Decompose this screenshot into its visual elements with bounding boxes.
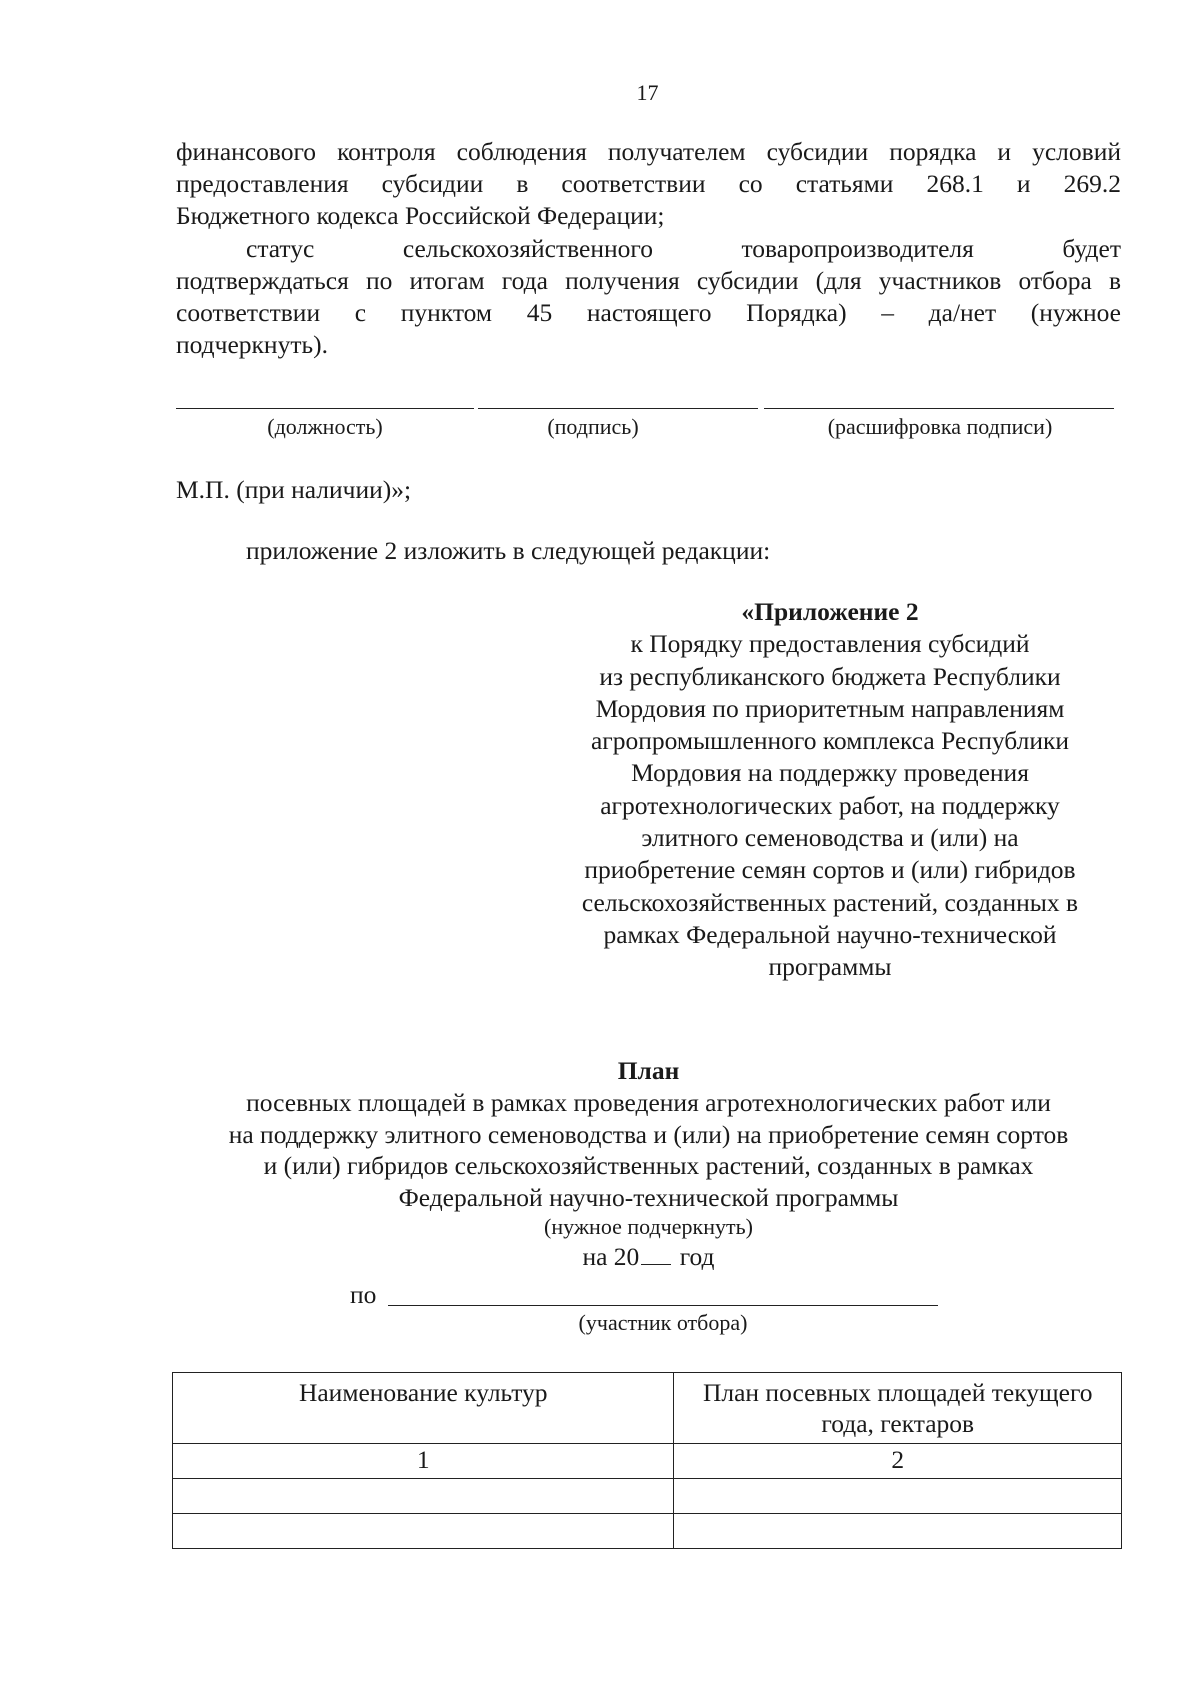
table-header-row — [173, 1373, 1122, 1444]
text-line: предоставления субсидии в соответствии со статьями 268.1 и 269.2 — [176, 169, 1121, 198]
paragraph-financial-control — [176, 136, 1121, 232]
year-suffix: год — [679, 1242, 715, 1271]
text-line: статус сельскохозяйственного товаропроизводителя будет — [246, 234, 1121, 263]
table-column-number: 2 — [674, 1444, 1122, 1479]
text-line: Бюджетного кодекса Российской Федерации; — [176, 201, 665, 230]
page-number: 17 — [636, 80, 659, 105]
table-cell-empty[interactable] — [173, 1479, 674, 1514]
signature-label-position: (должность) — [267, 414, 383, 439]
appendix-line: приобретение семян сортов и (или) гибридов — [584, 855, 1076, 885]
text-line: подтверждаться по итогам года получения субсидии (для участников отбора в — [176, 266, 1121, 295]
appendix-line: программы — [768, 952, 892, 982]
text-line: соответствии с пунктом 45 настоящего Порядка) – да/нет (нужное — [176, 298, 1121, 327]
year-prefix: на 20 — [582, 1242, 640, 1271]
plan-year — [176, 1241, 1121, 1273]
participant-label: (участник отбора) — [578, 1310, 748, 1335]
signature-line-signature — [478, 408, 758, 409]
plan-description-line: на поддержку элитного семеноводства и (или) на приобретение семян сортов — [228, 1119, 1069, 1149]
signature-line-decode — [764, 408, 1114, 409]
appendix-line: агропромышленного комплекса Республики — [590, 726, 1070, 756]
appendix-line: агротехнологических работ, на поддержку — [600, 790, 1060, 820]
signature-line-position — [176, 408, 474, 409]
appendix-line: элитного семеноводства и (или) на — [641, 823, 1019, 853]
participant-blank-field[interactable] — [388, 1305, 938, 1306]
stamp-line: М.П. (при наличии)»; — [176, 475, 412, 504]
instruction-text: приложение 2 изложить в следующей редакции: — [246, 536, 771, 565]
table-number-row — [173, 1444, 1122, 1479]
appendix-title: «Приложение 2 — [741, 597, 919, 626]
appendix-line: сельскохозяйственных растений, созданных в — [581, 887, 1079, 917]
plan-title: План — [617, 1056, 680, 1085]
plan-note: (нужное подчеркнуть) — [544, 1214, 753, 1239]
appendix-line: к Порядку предоставления субсидий — [630, 629, 1030, 659]
table-header-planned-area: План посевных площадей текущего года, гектаров — [674, 1373, 1122, 1444]
plan-description-line: и (или) гибридов сельскохозяйственных растений, созданных в рамках — [263, 1151, 1034, 1180]
text-line: подчеркнуть). — [176, 330, 328, 359]
text-line: финансового контроля соблюдения получателем субсидии порядка и условий — [176, 137, 1121, 166]
appendix-line: рамках Федеральной научно-технической — [603, 919, 1057, 949]
signature-label-signature: (подпись) — [547, 414, 639, 439]
table-cell-empty[interactable] — [173, 1514, 674, 1549]
plan-table — [172, 1372, 1122, 1549]
plan-heading-block — [176, 1055, 1121, 1273]
signature-label-decode: (расшифровка подписи) — [827, 414, 1053, 439]
appendix-line: Мордовия по приоритетным направлениям — [595, 693, 1065, 723]
po-label: по — [350, 1280, 377, 1309]
year-blank-field[interactable] — [641, 1242, 671, 1265]
appendix-header — [540, 596, 1120, 984]
appendix-line: из республиканского бюджета Республики — [599, 661, 1061, 691]
table-cell-empty[interactable] — [674, 1514, 1122, 1549]
appendix-line: Мордовия на поддержку проведения — [631, 758, 1029, 788]
plan-description-line: посевных площадей в рамках проведения агротехнологических работ или — [246, 1088, 1051, 1117]
table-cell-empty[interactable] — [674, 1479, 1122, 1514]
plan-description-line: Федеральной научно-технической программы — [398, 1182, 899, 1212]
table-header-crops: Наименование культур — [173, 1373, 674, 1444]
table-row — [173, 1479, 1122, 1514]
table-column-number: 1 — [173, 1444, 674, 1479]
paragraph-producer-status — [176, 233, 1121, 361]
table-row — [173, 1514, 1122, 1549]
